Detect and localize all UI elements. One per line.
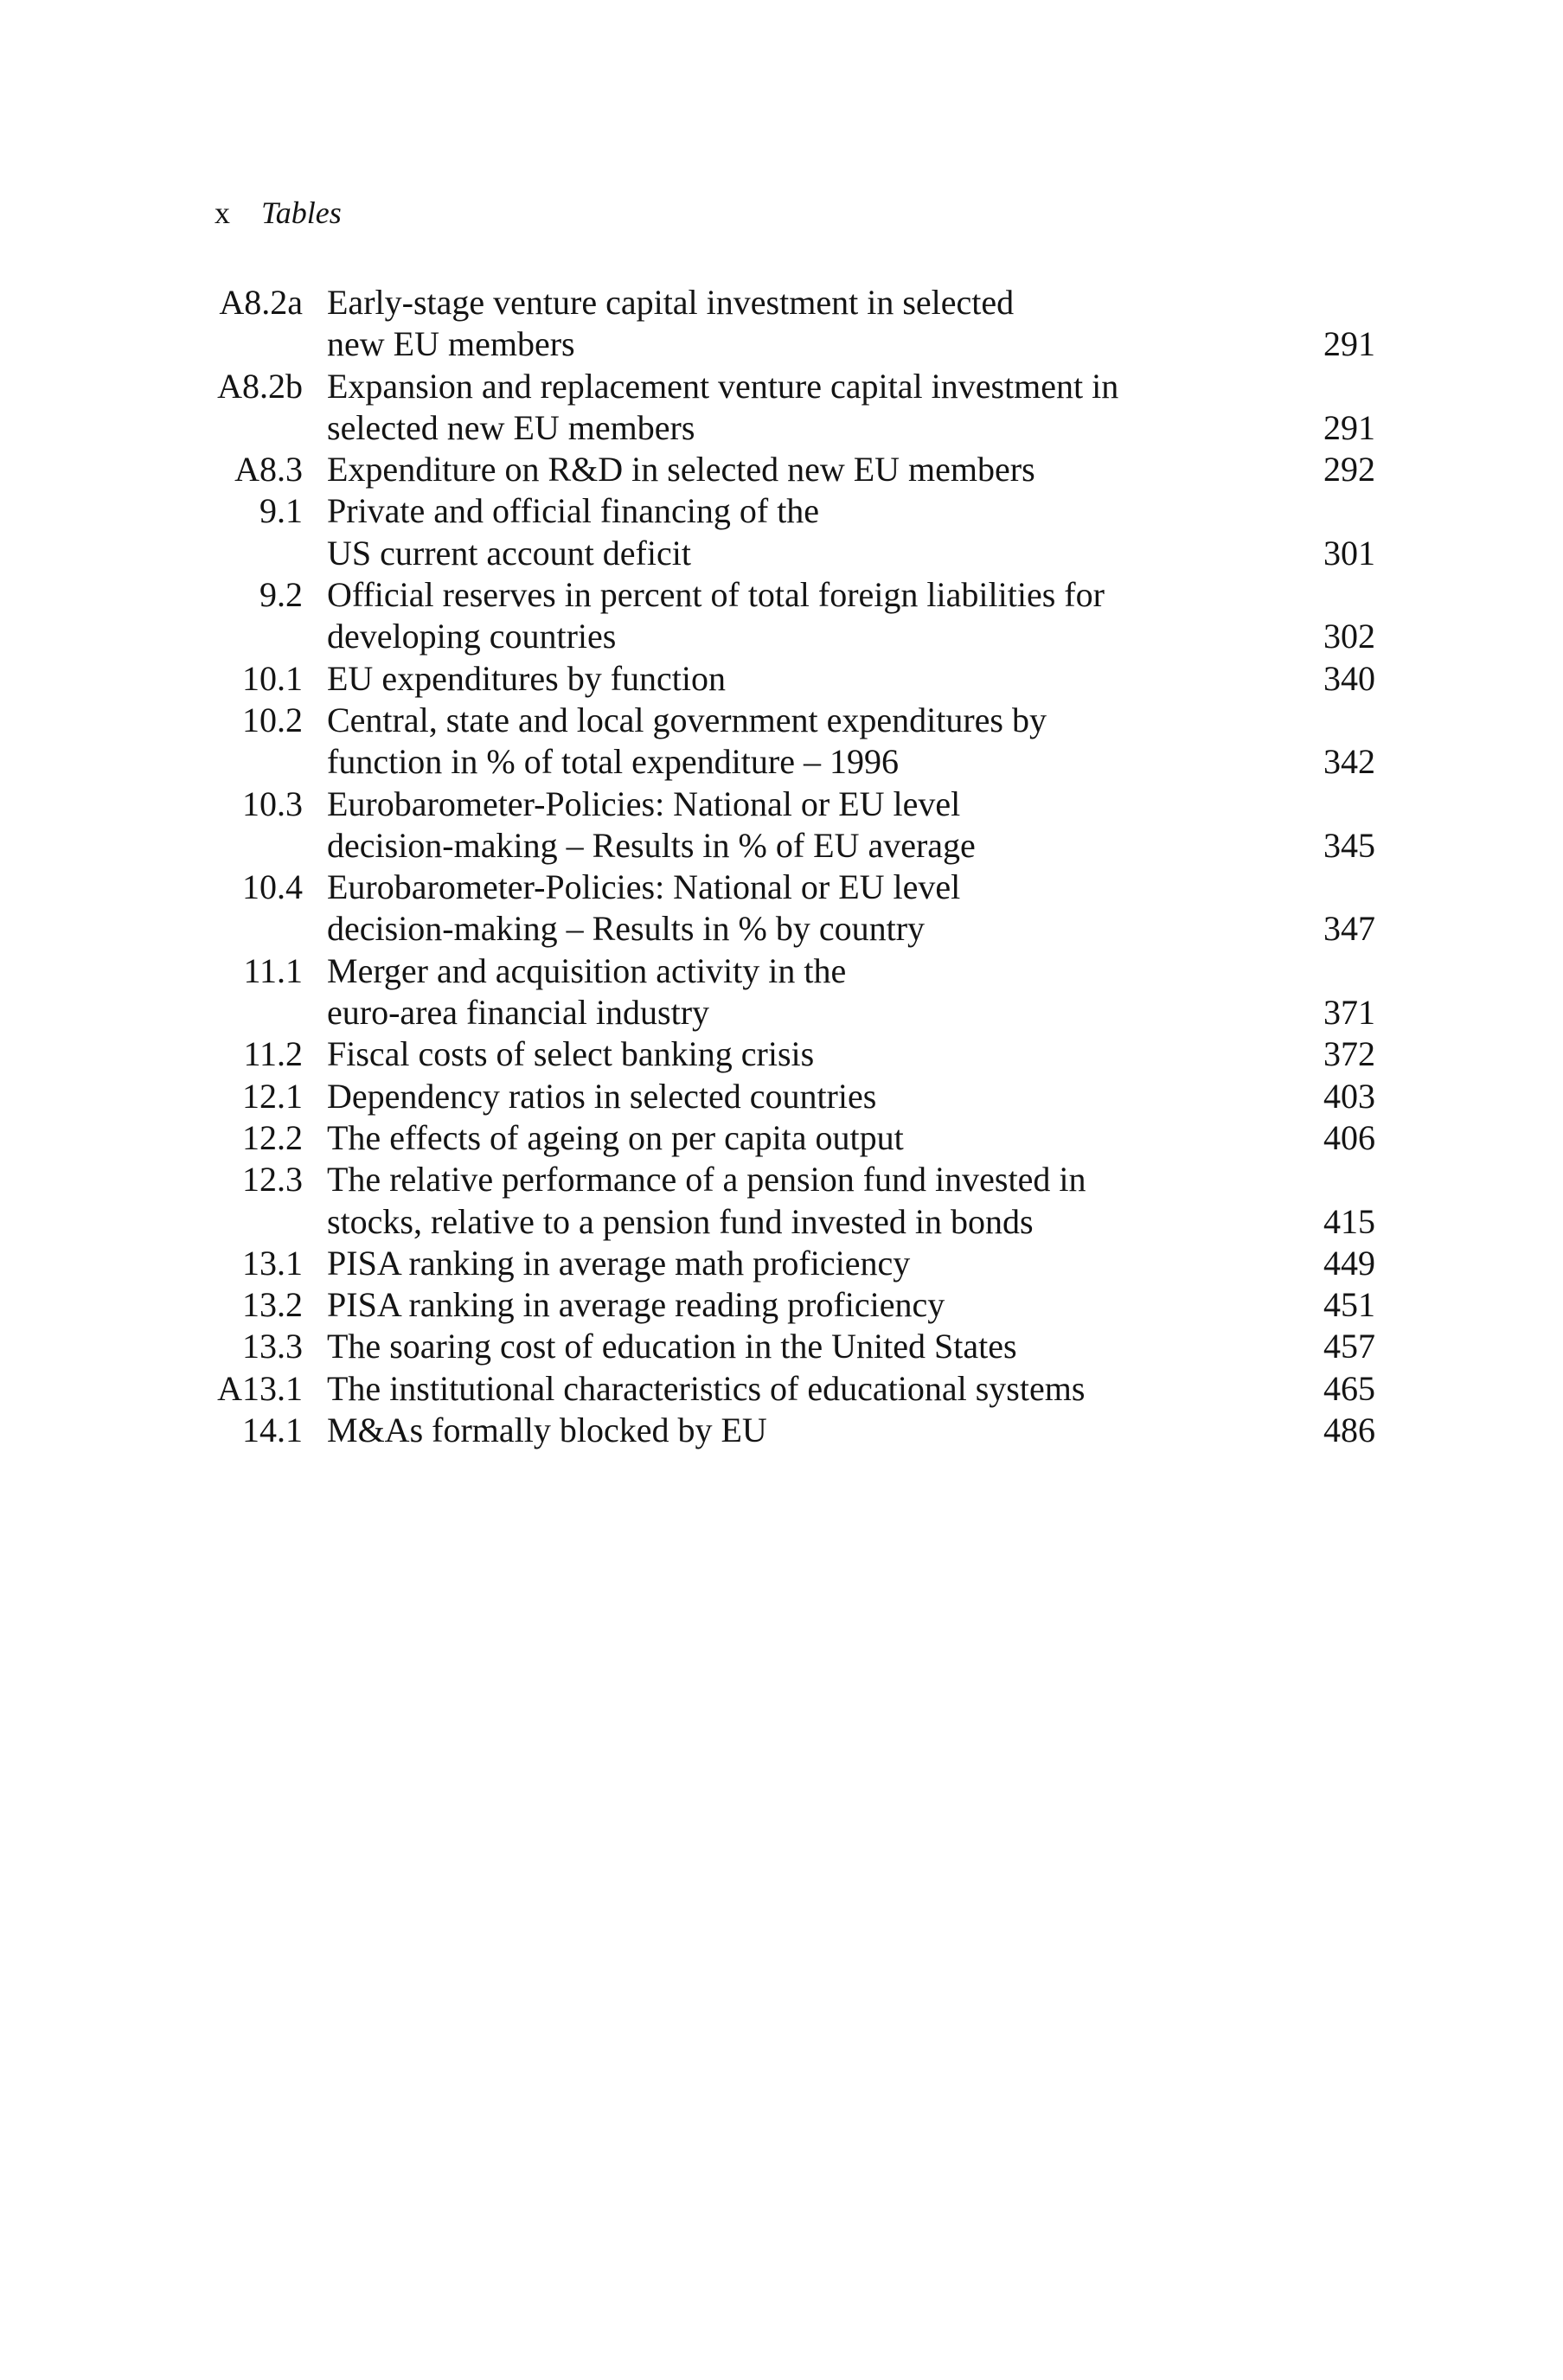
table-title-line: Fiscal costs of select banking crisis: [327, 1034, 815, 1074]
table-title-line: new EU members: [327, 324, 575, 364]
table-title-line: PISA ranking in average reading proficiency: [327, 1285, 945, 1325]
toc-entry: [208, 1033, 1375, 1075]
table-number: 14.1: [242, 1411, 303, 1450]
page-number: 301: [1323, 533, 1375, 573]
toc-entry: [208, 1326, 1375, 1367]
table-title: [303, 490, 1289, 574]
table-number: 10.4: [242, 867, 303, 907]
table-title: [303, 366, 1289, 450]
table-title-line: Official reserves in percent of total foreign liabilities for: [327, 575, 1105, 615]
table-title-line: Merger and acquisition activity in the: [327, 950, 847, 990]
page-number: 372: [1323, 1034, 1375, 1074]
table-title: [303, 1243, 1289, 1284]
toc-entry: [208, 282, 1375, 366]
table-number: 10.3: [242, 784, 303, 823]
list-of-tables: [208, 282, 1375, 1451]
table-number: 11.1: [243, 950, 303, 990]
toc-entry: [208, 784, 1375, 867]
table-title: [303, 784, 1289, 867]
table-number: A8.2a: [219, 283, 303, 322]
table-title-line: decision-making – Results in % by country: [327, 909, 926, 949]
table-title: [303, 658, 1289, 700]
table-number: 10.1: [242, 658, 303, 698]
table-title-line: M&As formally blocked by EU: [327, 1411, 767, 1450]
toc-entry: [208, 1117, 1375, 1159]
table-title-line: Eurobarometer-Policies: National or EU level: [327, 784, 961, 823]
table-title-line: Central, state and local government expenditures by: [327, 700, 1047, 739]
table-number: A13.1: [217, 1368, 303, 1408]
table-number: 12.1: [242, 1076, 303, 1116]
table-title-line: PISA ranking in average math proficiency: [327, 1243, 911, 1283]
page-number: 292: [1323, 450, 1375, 489]
toc-entry: [208, 658, 1375, 700]
table-title: [303, 700, 1289, 784]
table-title-line: Early-stage venture capital investment in selected: [327, 283, 1015, 322]
page-number: 345: [1323, 825, 1375, 865]
page-number: 457: [1323, 1327, 1375, 1366]
table-title-line: stocks, relative to a pension fund invested in bonds: [327, 1201, 1034, 1241]
table-number: 12.2: [242, 1117, 303, 1157]
table-title-line: function in % of total expenditure – 1996: [327, 742, 899, 782]
table-title: [303, 574, 1289, 658]
page-number: 403: [1323, 1076, 1375, 1116]
table-title-line: selected new EU members: [327, 407, 695, 447]
table-number: 9.2: [259, 575, 303, 615]
table-title-line: The soaring cost of education in the United States: [327, 1327, 1017, 1366]
table-title-line: developing countries: [327, 617, 617, 656]
page-number: 406: [1323, 1117, 1375, 1157]
toc-entry: [208, 1159, 1375, 1243]
table-title-line: decision-making – Results in % of EU average: [327, 825, 976, 865]
table-title: [303, 867, 1289, 950]
table-number: 9.1: [259, 491, 303, 531]
table-title: [303, 1033, 1289, 1075]
table-title-line: EU expenditures by function: [327, 658, 726, 698]
page-number: 486: [1323, 1411, 1375, 1450]
table-title-line: Expansion and replacement venture capital investment in: [327, 366, 1119, 406]
toc-entry: [208, 1284, 1375, 1326]
toc-entry: [208, 1076, 1375, 1117]
table-title: [303, 1284, 1289, 1326]
table-title-line: euro-area financial industry: [327, 993, 710, 1033]
table-title: [303, 282, 1289, 366]
page-number: 347: [1323, 909, 1375, 949]
table-title: [303, 449, 1289, 490]
table-title: [303, 1326, 1289, 1367]
page-number: 371: [1323, 993, 1375, 1033]
page-number: 449: [1323, 1243, 1375, 1283]
table-title-line: Private and official financing of the: [327, 491, 820, 531]
table-title: [303, 1159, 1289, 1243]
table-number: 12.3: [242, 1160, 303, 1200]
toc-entry: [208, 1368, 1375, 1410]
page-number: 291: [1323, 407, 1375, 447]
page-number: 291: [1323, 324, 1375, 364]
toc-entry: [208, 366, 1375, 450]
table-title-line: The relative performance of a pension fund invested in: [327, 1160, 1086, 1200]
running-head: [215, 192, 342, 234]
table-title: [303, 1410, 1289, 1451]
table-number: 13.3: [242, 1327, 303, 1366]
page-number: 415: [1323, 1201, 1375, 1241]
table-title-line: Expenditure on R&D in selected new EU members: [327, 450, 1035, 489]
table-title-line: US current account deficit: [327, 533, 691, 573]
table-title: [303, 950, 1289, 1034]
table-number: A8.3: [234, 450, 303, 489]
toc-entry: [208, 449, 1375, 490]
table-number: A8.2b: [217, 366, 303, 406]
toc-entry: [208, 1243, 1375, 1284]
table-title-line: The institutional characteristics of educational systems: [327, 1368, 1086, 1408]
toc-entry: [208, 1410, 1375, 1451]
toc-entry: [208, 700, 1375, 784]
section-title: Tables: [261, 195, 342, 230]
table-title: [303, 1117, 1289, 1159]
table-number: 13.2: [242, 1285, 303, 1325]
toc-entry: [208, 867, 1375, 950]
toc-entry: [208, 574, 1375, 658]
page-folio: x: [215, 195, 230, 230]
table-title-line: Eurobarometer-Policies: National or EU level: [327, 867, 961, 907]
page-number: 340: [1323, 658, 1375, 698]
table-title: [303, 1076, 1289, 1117]
page-number: 465: [1323, 1368, 1375, 1408]
table-title-line: Dependency ratios in selected countries: [327, 1076, 877, 1116]
table-number: 10.2: [242, 700, 303, 739]
page-number: 342: [1323, 742, 1375, 782]
table-number: 13.1: [242, 1243, 303, 1283]
page-number: 302: [1323, 617, 1375, 656]
toc-entry: [208, 490, 1375, 574]
toc-entry: [208, 950, 1375, 1034]
table-title: [303, 1368, 1289, 1410]
table-title-line: The effects of ageing on per capita output: [327, 1117, 904, 1157]
table-number: 11.2: [243, 1034, 303, 1074]
page-number: 451: [1323, 1285, 1375, 1325]
